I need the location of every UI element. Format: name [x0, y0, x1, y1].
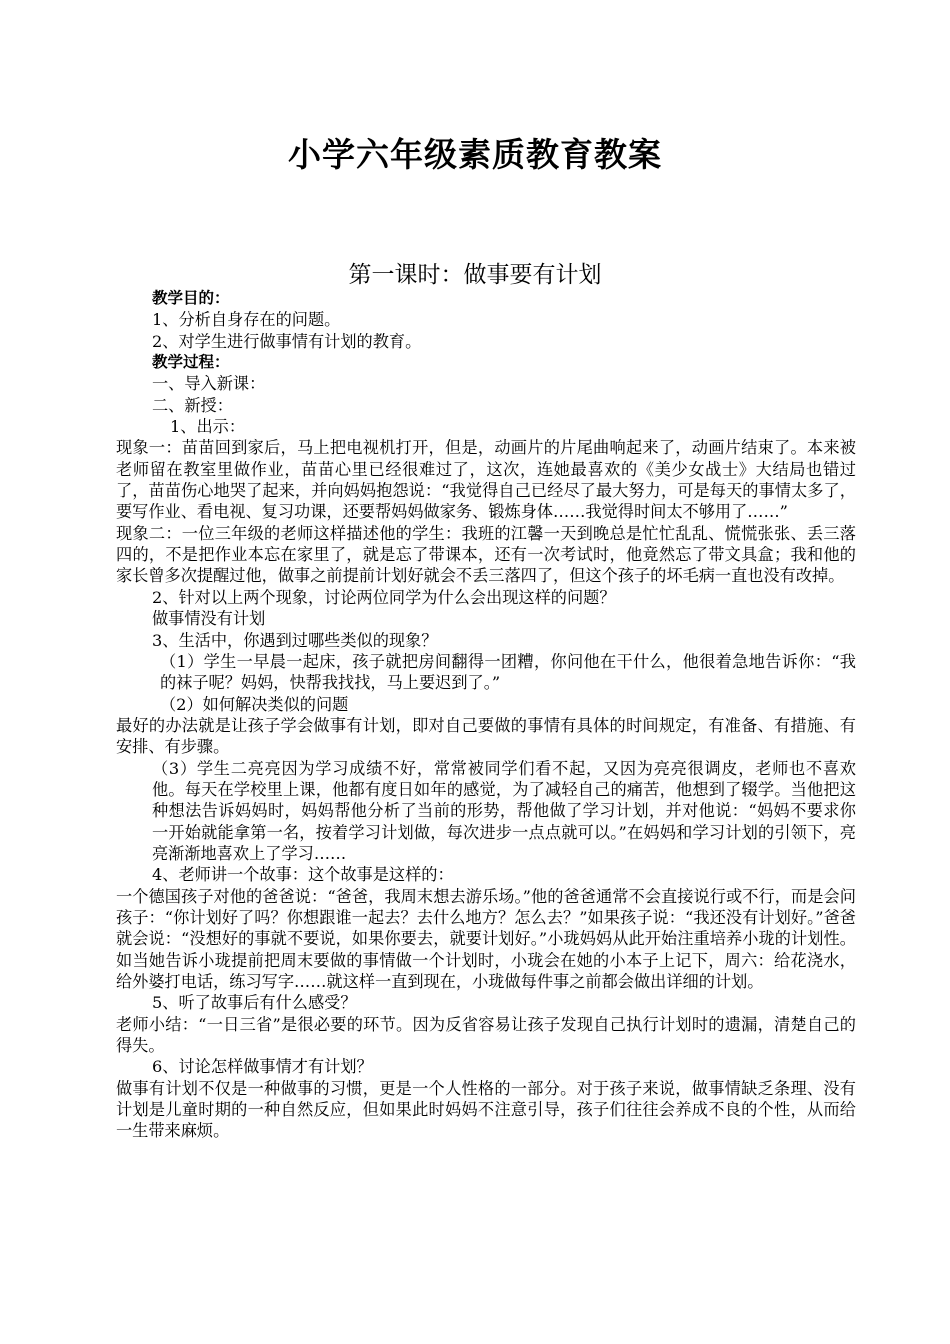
paragraph: 2、对学生进行做事情有计划的教育。: [152, 331, 422, 351]
paragraph: 二、新授：: [152, 395, 233, 415]
paragraph: （2）如何解决类似的问题: [160, 694, 349, 714]
paragraph: 现象一：苗苗回到家后，马上把电视机打开，但是，动画片的片尾曲响起来了，动画片结束了。本来被老师留在教室里做作业，苗苗心里已经很难过了，这次，连她最喜欢的《美少女战士》大结局也错过了，苗苗伤心地哭了起来，并向妈妈抱怨说：“我觉得自己已经尽了最大努力，可是每天的事情太多了，要写作业、看电视、复习功课，还要帮妈妈做家务、锻炼身体……我觉得时间太不够用了……”: [116, 438, 856, 522]
paragraph: 一、导入新课：: [152, 374, 266, 394]
paragraph: （3）学生二亮亮因为学习成绩不好，常常被同学们看不起，又因为亮亮很调皮，老师也不喜欢他。每天在学校里上课，他都有度日如年的感觉，为了减轻自己的痛苦，他想到了辍学。当他把这种想法告诉妈妈时，妈妈帮他分析了当前的形势，帮他做了学习计划，并对他说：“妈妈不要求你一开始就能拿第一名，按着学习计划做，每次进步一点点就可以。”在妈妈和学习计划的引领下，亮亮渐渐地喜欢上了学习……: [152, 758, 856, 863]
paragraph: 1、分析自身存在的问题。: [152, 310, 341, 330]
lesson-title: 第一课时：做事要有计划: [348, 262, 602, 288]
paragraph: 现象二：一位三年级的老师这样描述他的学生：我班的江馨一天到晚总是忙忙乱乱、慌慌张张、丢三落四的，不是把作业本忘在家里了，就是忘了带课本，还有一次考试时，他竟然忘了带文具盒；我和他的家长曾多次提醒过他，做事之前提前计划好就会不丢三落四了，但这个孩子的坏毛病一直也没有改掉。: [116, 523, 856, 586]
paragraph: （1）学生一早晨一起床，孩子就把房间翻得一团糟，你问他在干什么，他很着急地告诉你：“我的袜子呢？妈妈，快帮我找找，马上要迟到了。”: [160, 651, 856, 693]
paragraph: 2、针对以上两个现象，讨论两位同学为什么会出现这样的问题？: [152, 587, 616, 607]
paragraph: 做事有计划不仅是一种做事的习惯，更是一个人性格的一部分。对于孩子来说，做事情缺乏条理、没有计划是儿童时期的一种自然反应，但如果此时妈妈不注意引导，孩子们往往会养成不良的个性，从而给一生带来麻烦。: [116, 1078, 856, 1141]
paragraph: 老师小结：“一日三省”是很必要的环节。因为反省容易让孩子发现自己执行计划时的遗漏，清楚自己的得失。: [116, 1014, 856, 1056]
paragraph: 1、出示：: [170, 417, 246, 437]
paragraph: 做事情没有计划: [152, 609, 266, 629]
paragraph: 最好的办法就是让孩子学会做事有计划，即对自己要做的事情有具体的时间规定，有准备、有措施、有安排、有步骤。: [116, 715, 856, 757]
paragraph: 3、生活中，你遇到过哪些类似的现象？: [152, 630, 438, 650]
paragraph: 4、老师讲一个故事：这个故事是这样的：: [152, 865, 454, 885]
document-body: [116, 288, 856, 1142]
paragraph: 5、听了故事后有什么感受？: [152, 993, 357, 1013]
paragraph: 教学目的：: [152, 289, 230, 307]
paragraph: 一个德国孩子对他的爸爸说：“爸爸，我周末想去游乐场。”他的爸爸通常不会直接说行或不行，而是会问孩子：“你计划好了吗？你想跟谁一起去？去什么地方？怎么去？”如果孩子说：“我还没有计划好。”爸爸就会说：“没想好的事就不要说，如果你要去，就要计划好。”小珑妈妈从此开始注重培养小珑的计划性。如当她告诉小珑提前把周末要做的事情做一个计划时，小珑会在她的小本子上记下，周六：给花浇水，给外婆打电话，练习写字……就这样一直到现在，小珑做每件事之前都会做出详细的计划。: [116, 886, 856, 991]
paragraph: 教学过程：: [152, 353, 230, 372]
document-title: 小学六年级素质教育教案: [288, 135, 662, 174]
paragraph: 6、讨论怎样做事情才有计划？: [152, 1057, 373, 1077]
